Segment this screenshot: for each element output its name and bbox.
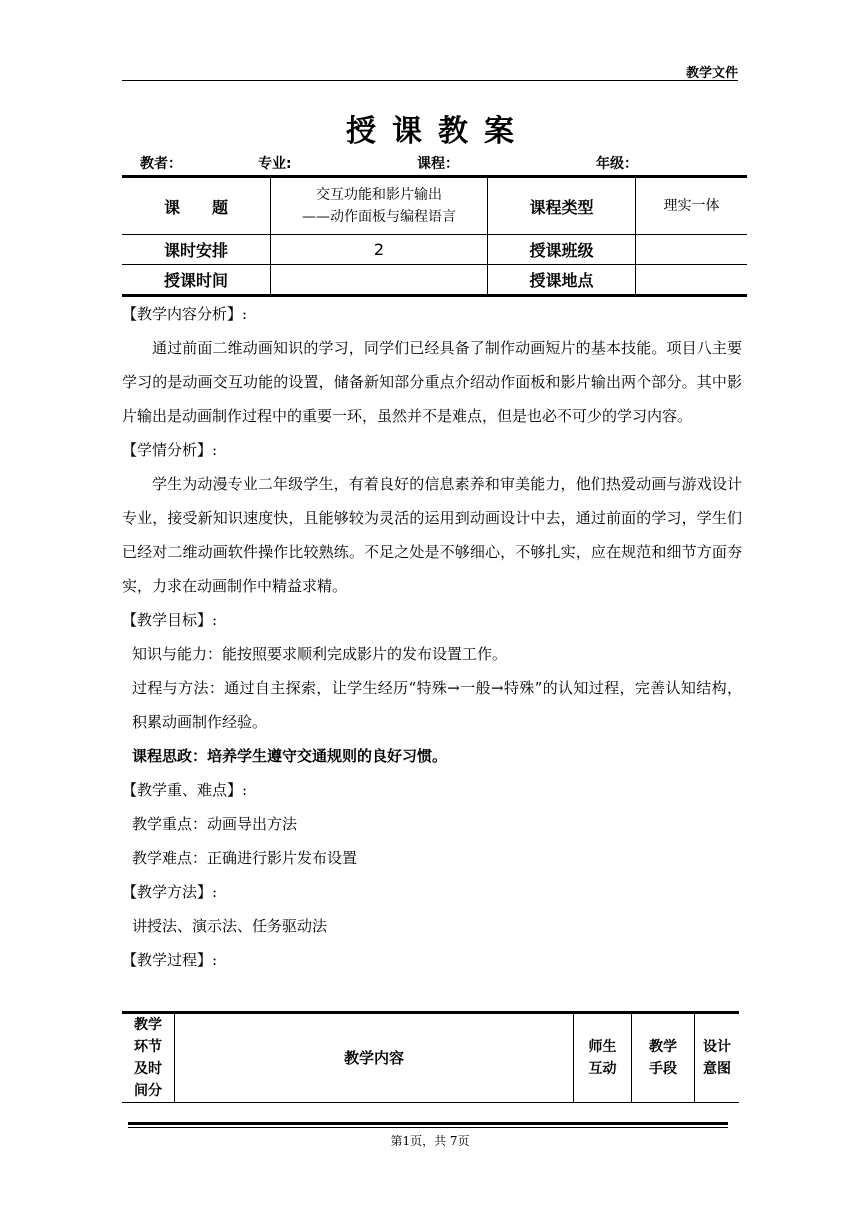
means-line-2: 手段 bbox=[649, 1061, 677, 1077]
intent-line-1: 设计 bbox=[703, 1039, 731, 1055]
hours-label: 课时安排 bbox=[122, 235, 271, 265]
page-title: 授课教案 bbox=[346, 114, 530, 149]
key-points-heading: 【教学重、难点】: bbox=[122, 781, 248, 799]
content-analysis-text: 通过前面二维动画知识的学习，同学们已经具备了制作动画短片的基本技能。项目八主要学习的是动画交互功能的设置，储备新知部分重点介绍动作面板和影片输出两个部分。其中影片输出是动画制作过程中的重要一环，虽然并不是难点，但是也必不可少的学习内容。 bbox=[122, 339, 742, 425]
course-ideology: 课程思政：培养学生遵守交通规则的良好习惯。 bbox=[132, 747, 448, 765]
lesson-body bbox=[122, 297, 742, 977]
stage-line-1: 教学 bbox=[134, 1017, 162, 1033]
footer-rule-thick bbox=[128, 1122, 728, 1125]
topic-value bbox=[271, 177, 488, 235]
process-heading: 【教学过程】: bbox=[122, 951, 218, 969]
stage-line-4: 间分 bbox=[134, 1083, 162, 1099]
interaction-line-2: 互动 bbox=[588, 1061, 617, 1077]
place-label: 授课地点 bbox=[488, 265, 636, 296]
topic-line-2: ——动作面板与编程语言 bbox=[302, 209, 456, 225]
page-number: 第1页，共 7页 bbox=[390, 1134, 470, 1148]
major-label: 专业: bbox=[258, 156, 292, 172]
type-value: 理实一体 bbox=[636, 177, 748, 235]
topic-line-1: 交互功能和影片输出 bbox=[316, 187, 442, 203]
methods-text: 讲授法、演示法、任务驱动法 bbox=[132, 917, 328, 935]
goals-heading: 【教学目标】: bbox=[122, 611, 218, 629]
goal-process: 过程与方法：通过自主探索，让学生经历“特殊→一般→特殊”的认知过程，完善认知结构，积累动画制作经验。 bbox=[132, 679, 742, 731]
topic-label: 课 题 bbox=[122, 177, 271, 235]
type-label: 课程类型 bbox=[488, 177, 636, 235]
process-col-intent bbox=[695, 1013, 740, 1103]
student-analysis-heading: 【学情分析】: bbox=[122, 441, 218, 459]
methods-heading: 【教学方法】: bbox=[122, 883, 218, 901]
goal-knowledge: 知识与能力：能按照要求顺利完成影片的发布设置工作。 bbox=[132, 645, 508, 663]
footer-rule-thin bbox=[128, 1127, 728, 1128]
process-col-interaction bbox=[574, 1013, 632, 1103]
header-label: 教学文件 bbox=[685, 66, 738, 81]
student-analysis-text: 学生为动漫专业二年级学生，有着良好的信息素养和审美能力，他们热爱动画与游戏设计专业，接受新知识速度快，且能够较为灵活的运用到动画设计中去，通过前面的学习，学生们已经对二维动画软件操作比较熟练。不足之处是不够细心，不够扎实，应在规范和细节方面夯实，力求在动画制作中精益求精。 bbox=[122, 475, 742, 595]
time-label: 授课时间 bbox=[122, 265, 271, 296]
grade-label: 年级： bbox=[596, 156, 638, 172]
stage-line-3: 及时 bbox=[134, 1061, 162, 1077]
stage-line-2: 环节 bbox=[134, 1039, 162, 1055]
teacher-label: 教者： bbox=[140, 156, 182, 172]
class-value bbox=[636, 235, 748, 265]
process-col-content: 教学内容 bbox=[175, 1013, 574, 1103]
place-value bbox=[636, 265, 748, 296]
process-table bbox=[122, 1011, 739, 1103]
interaction-line-1: 师生 bbox=[588, 1039, 617, 1055]
process-col-means bbox=[632, 1013, 695, 1103]
course-label: 课程： bbox=[417, 156, 459, 172]
course-info-table bbox=[122, 175, 747, 297]
means-line-1: 教学 bbox=[649, 1039, 677, 1055]
key-point: 教学重点：动画导出方法 bbox=[132, 815, 298, 833]
difficult-point: 教学难点：正确进行影片发布设置 bbox=[132, 849, 358, 867]
intent-line-2: 意图 bbox=[703, 1061, 731, 1077]
process-col-stage bbox=[122, 1013, 175, 1103]
header-rule bbox=[122, 80, 738, 81]
hours-value: 2 bbox=[271, 235, 488, 265]
time-value bbox=[271, 265, 488, 296]
content-analysis-heading: 【教学内容分析】: bbox=[122, 305, 248, 323]
class-label: 授课班级 bbox=[488, 235, 636, 265]
